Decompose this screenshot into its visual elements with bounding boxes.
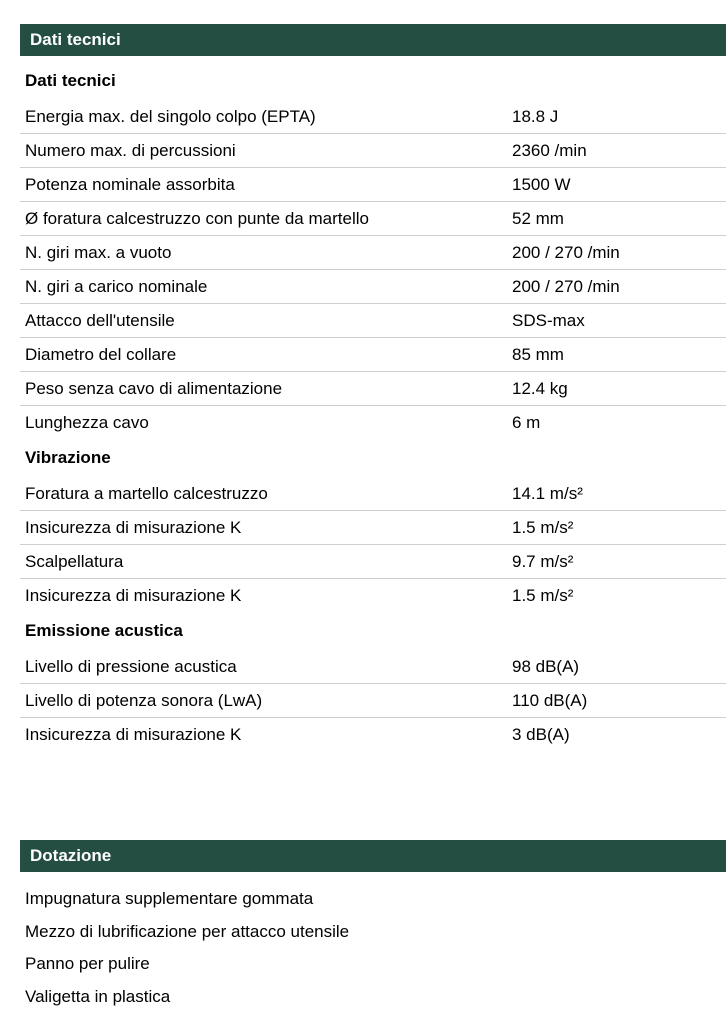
equipment-item: Impugnatura supplementare gommata	[25, 889, 314, 908]
group-title-vibration: Vibrazione	[25, 448, 111, 467]
spec-row	[20, 202, 726, 236]
spec-value: SDS-max	[512, 311, 585, 330]
spec-label: Energia max. del singolo colpo (EPTA)	[25, 107, 316, 126]
spec-row	[20, 270, 726, 304]
spec-label: Numero max. di percussioni	[25, 141, 236, 160]
spec-label: Ø foratura calcestruzzo con punte da martello	[25, 209, 369, 228]
spec-label: Insicurezza di misurazione K	[25, 725, 242, 744]
spec-label: Attacco dell'utensile	[25, 311, 175, 330]
spec-row	[20, 304, 726, 338]
spec-value: 85 mm	[512, 345, 564, 364]
spec-label: Foratura a martello calcestruzzo	[25, 484, 268, 503]
spec-label: Lunghezza cavo	[25, 413, 149, 432]
spec-row	[20, 650, 726, 684]
spec-value: 200 / 270 /min	[512, 277, 620, 296]
spec-label: Insicurezza di misurazione K	[25, 518, 242, 537]
spec-value: 18.8 J	[512, 107, 559, 126]
spec-label: N. giri max. a vuoto	[25, 243, 172, 262]
spec-label: Livello di potenza sonora (LwA)	[25, 691, 263, 710]
spec-row	[20, 511, 726, 545]
group-title-technical: Dati tecnici	[25, 71, 116, 90]
spec-row	[20, 718, 726, 751]
spec-value: 52 mm	[512, 209, 564, 228]
spec-value: 1.5 m/s²	[512, 586, 574, 605]
spec-value: 6 m	[512, 413, 541, 432]
spec-value: 12.4 kg	[512, 379, 568, 398]
spec-label: N. giri a carico nominale	[25, 277, 208, 296]
spec-label: Diametro del collare	[25, 345, 177, 364]
spec-label: Potenza nominale assorbita	[25, 175, 235, 194]
spec-label: Scalpellatura	[25, 552, 124, 571]
spec-row	[20, 545, 726, 579]
spec-value: 9.7 m/s²	[512, 552, 574, 571]
spec-value: 110 dB(A)	[512, 691, 588, 710]
spec-value: 3 dB(A)	[512, 725, 570, 744]
spec-row	[20, 372, 726, 406]
spec-value: 14.1 m/s²	[512, 484, 583, 503]
technical-specs-table	[20, 62, 726, 751]
spec-row	[20, 100, 726, 134]
spec-row	[20, 477, 726, 511]
spec-value: 1500 W	[512, 175, 571, 194]
spec-row	[20, 134, 726, 168]
spec-value: 1.5 m/s²	[512, 518, 574, 537]
spec-label: Livello di pressione acustica	[25, 657, 237, 676]
spec-label: Peso senza cavo di alimentazione	[25, 379, 283, 398]
spec-row	[20, 168, 726, 202]
equipment-list	[25, 883, 715, 1013]
spec-row	[20, 579, 726, 612]
equipment-item: Valigetta in plastica	[25, 986, 171, 1006]
spec-row	[20, 684, 726, 718]
spec-row	[20, 236, 726, 270]
technical-data-header: Dati tecnici	[20, 24, 726, 56]
spec-row	[20, 338, 726, 372]
equipment-item: Mezzo di lubrificazione per attacco utensile	[25, 921, 350, 941]
spec-row	[20, 406, 726, 439]
equipment-item: Panno per pulire	[25, 954, 150, 973]
spec-value: 200 / 270 /min	[512, 243, 620, 262]
spec-label: Insicurezza di misurazione K	[25, 586, 242, 605]
spec-value: 98 dB(A)	[512, 657, 580, 676]
equipment-header: Dotazione	[20, 840, 726, 872]
group-title-noise: Emissione acustica	[25, 621, 183, 640]
spec-value: 2360 /min	[512, 141, 587, 160]
